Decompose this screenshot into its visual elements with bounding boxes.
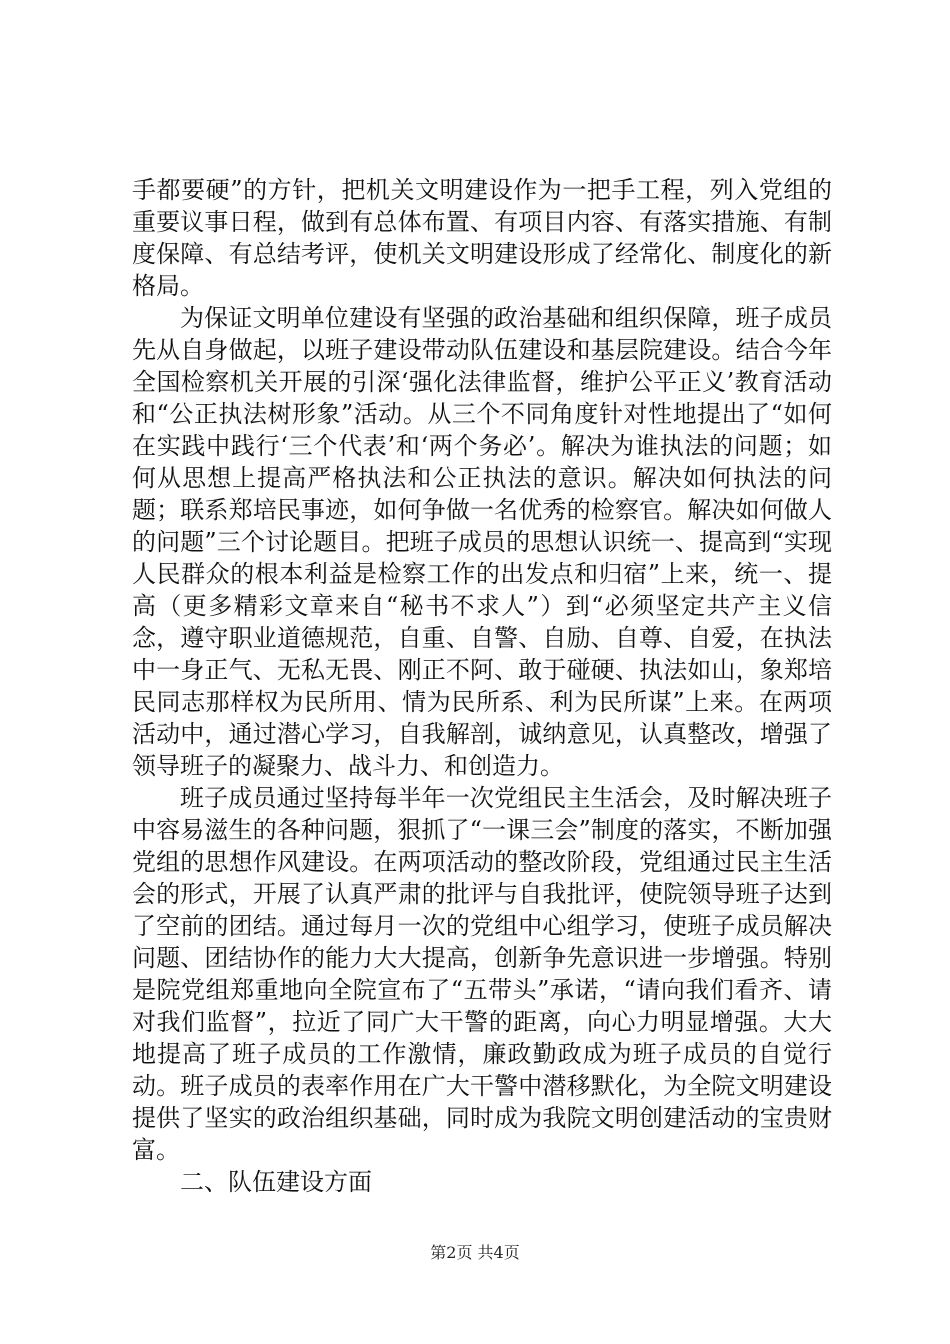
section-heading: 二、队伍建设方面 bbox=[180, 1168, 372, 1196]
paragraph-party-group-life: 班子成员通过坚持每半年一次党组民主生活会，及时解决班子中容易滋生的各种问题，狠抓了“一课三会”制度的落实，不断加强党组的思想作风建设。在两项活动的整改阶段，党组通过民主生活会的形式，开展了认真严肃的批评与自我批评，使院领导班子达到了空前的团结。通过每月一次的党组中心组学习，使班子成员解决问题、团结协作的能力大大提高，创新争先意识进一步增强。特别是院党组郑重地向全院宣布了“五带头”承诺，“请向我们看齐、请对我们监督”，拉近了同广大干警的距离，向心力明显增强。大大地提高了班子成员的工作激情，廉政勤政成为班子成员的自觉行动。班子成员的表率作用在广大干警中潜移默化，为全院文明建设提供了坚实的政治组织基础，同时成为我院文明创建活动的宝贵财富。 bbox=[132, 784, 832, 1164]
page-number-label: 第2页 共4页 bbox=[430, 1243, 520, 1262]
paragraph-continuation: 手都要硬”的方针，把机关文明建设作为一把手工程，列入党组的重要议事日程，做到有总体布置、有项目内容、有落实措施、有制度保障、有总结考评，使机关文明建设形成了经常化、制度化的新格局。 bbox=[132, 176, 832, 300]
paragraph-leadership-building: 为保证文明单位建设有坚强的政治基础和组织保障，班子成员先从自身做起，以班子建设带动队伍建设和基层院建设。结合今年全国检察机关开展的引深‘强化法律监督，维护公平正义’教育活动和“公正执法树形象”活动。从三个不同角度针对性地提出了“如何在实践中践行‘三个代表’和‘两个务必’。解决为谁执法的问题；如何从思想上提高严格执法和公正执法的意识。解决如何执法的问题；联系郑培民事迹，如何争做一名优秀的检察官。解决如何做人的问题”三个讨论题目。把班子成员的思想认识统一、提高到“实现人民群众的根本利益是检察工作的出发点和归宿”上来，统一、提高（更多精彩文章来自“秘书不求人”）到“必须坚定共产主义信念，遵守职业道德规范，自重、自警、自励、自尊、自爱，在执法中一身正气、无私无畏、刚正不阿、敢于碰硬、执法如山，象郑培民同志那样权为民所用、情为民所系、利为民所谋”上来。在两项活动中，通过潜心学习，自我解剖，诚纳意见，认真整改，增强了领导班子的凝聚力、战斗力、和创造力。 bbox=[132, 304, 832, 780]
page-footer bbox=[0, 1240, 950, 1263]
document-body bbox=[132, 174, 832, 1198]
